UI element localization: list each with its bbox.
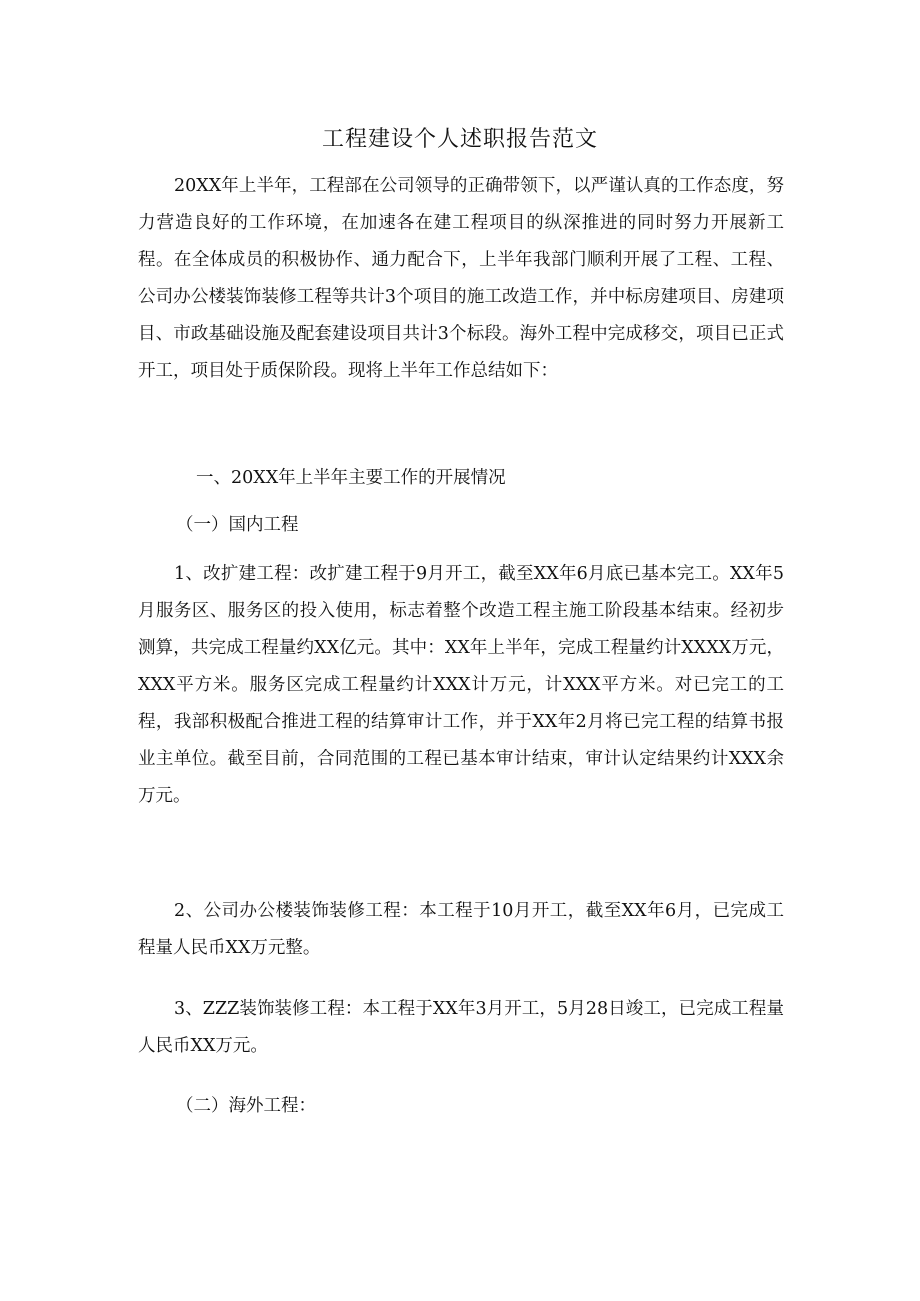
item-paragraph-1: 1、改扩建工程：改扩建工程于9月开工，截至XX年6月底已基本完工。XX年5月服务区、服务区的投入使用，标志着整个改造工程主施工阶段基本结束。经初步测算，共完成工程量约XX亿元。其中：XX年上半年，完成工程量约计XXXX万元，XXX平方米。服务区完成工程量约计XXX计万元，计XXX平方米。对已完工的工程，我部积极配合推进工程的结算审计工作，并于XX年2月将已完工程的结算书报业主单位。截至目前，合同范围的工程已基本审计结束，审计认定结果约计XXX余万元。: [138, 564, 784, 806]
subsection-heading-domestic: （一）国内工程: [176, 515, 299, 535]
item-paragraph-3: 3、ZZZ装饰装修工程：本工程于XX年3月开工，5月28日竣工，已完成工程量人民币XX万元。: [138, 999, 784, 1056]
intro-paragraph: 20XX年上半年，工程部在公司领导的正确带领下，以严谨认真的工作态度，努力营造良好的工作环境，在加速各在建工程项目的纵深推进的同时努力开展新工程。在全体成员的积极协作、通力配合下，上半年我部门顺利开展了工程、工程、公司办公楼装饰装修工程等共计3个项目的施工改造工作，并中标房建项目、房建项目、市政基础设施及配套建设项目共计3个标段。海外工程中完成移交，项目已正式开工，项目处于质保阶段。现将上半年工作总结如下：: [138, 176, 784, 381]
section-heading: 一、20XX年上半年主要工作的开展情况: [196, 468, 506, 488]
item-paragraph-2: 2、公司办公楼装饰装修工程：本工程于10月开工，截至XX年6月，已完成工程量人民币XX万元整。: [138, 901, 784, 958]
subsection-heading-overseas: （二）海外工程：: [176, 1096, 316, 1116]
document-title: 工程建设个人述职报告范文: [321, 127, 598, 152]
